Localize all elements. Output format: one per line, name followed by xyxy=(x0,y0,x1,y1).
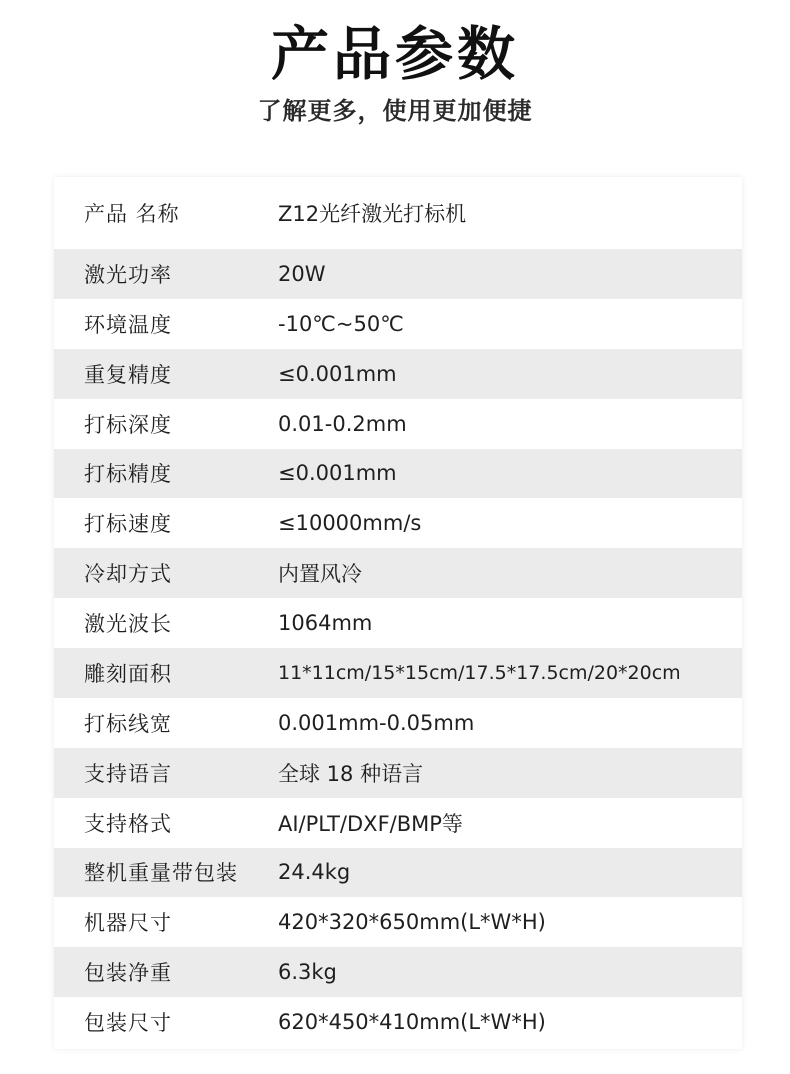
spec-value: 420*320*650mm(L*W*H) xyxy=(278,910,546,935)
spec-label: 机器尺寸 xyxy=(84,911,172,936)
spec-value: 620*450*410mm(L*W*H) xyxy=(278,1010,546,1035)
spec-row-wavelength xyxy=(54,598,742,648)
spec-label: 打标深度 xyxy=(84,412,172,437)
spec-row-cooling-method xyxy=(54,548,742,598)
spec-value: 11*11cm/15*15cm/17.5*17.5cm/20*20cm xyxy=(278,661,681,684)
spec-value: 6.3kg xyxy=(278,960,337,985)
spec-value: 内置风冷 xyxy=(278,562,362,587)
spec-row-machine-size xyxy=(54,897,742,947)
spec-label: 雕刻面积 xyxy=(84,661,172,686)
spec-value: ≤10000mm/s xyxy=(278,511,422,536)
spec-label: 打标精度 xyxy=(84,462,172,487)
spec-label: 冷却方式 xyxy=(84,562,172,587)
spec-label: 包装净重 xyxy=(84,961,172,986)
spec-row-engraving-area xyxy=(54,648,742,698)
spec-value: Z12光纤激光打标机 xyxy=(278,202,467,226)
spec-label: 打标速度 xyxy=(84,512,172,537)
spec-value: 0.001mm-0.05mm xyxy=(278,710,475,735)
spec-value: AI/PLT/DXF/BMP等 xyxy=(278,811,463,836)
spec-label: 打标线宽 xyxy=(84,711,172,736)
spec-value: ≤0.001mm xyxy=(278,461,397,486)
spec-value: 全球 18 种语言 xyxy=(278,761,424,786)
spec-row-marking-accuracy xyxy=(54,449,742,499)
page-subtitle: 了解更多，使用更加便捷 xyxy=(257,97,533,125)
spec-value: -10℃~50℃ xyxy=(278,311,404,336)
spec-row-laser-power xyxy=(54,249,742,299)
spec-label: 支持语言 xyxy=(84,761,172,786)
spec-row-languages xyxy=(54,748,742,798)
spec-label: 激光波长 xyxy=(84,612,172,637)
spec-label: 支持格式 xyxy=(84,811,172,836)
spec-label: 激光功率 xyxy=(84,262,172,287)
spec-label: 重复精度 xyxy=(84,362,172,387)
spec-row-gross-weight xyxy=(54,848,742,898)
spec-value: 1064mm xyxy=(278,611,373,636)
spec-row-net-weight xyxy=(54,947,742,997)
spec-row-line-width xyxy=(54,698,742,748)
spec-row-ambient-temperature xyxy=(54,299,742,349)
spec-row-formats xyxy=(54,798,742,848)
spec-table xyxy=(54,177,742,1049)
spec-value: 0.01-0.2mm xyxy=(278,411,407,436)
spec-row-marking-depth xyxy=(54,399,742,449)
spec-row-marking-speed xyxy=(54,498,742,548)
spec-value: ≤0.001mm xyxy=(278,361,397,386)
spec-row-package-size xyxy=(54,997,742,1047)
page-title: 产品参数 xyxy=(270,20,519,88)
spec-value: 20W xyxy=(278,261,326,286)
spec-label: 包装尺寸 xyxy=(84,1011,172,1036)
spec-label: 整机重量带包装 xyxy=(84,861,238,886)
spec-label: 产品 名称 xyxy=(84,202,180,226)
spec-row-repeat-accuracy xyxy=(54,349,742,399)
spec-label: 环境温度 xyxy=(84,312,172,337)
spec-value: 24.4kg xyxy=(278,860,351,885)
spec-row-product-name xyxy=(54,177,742,249)
